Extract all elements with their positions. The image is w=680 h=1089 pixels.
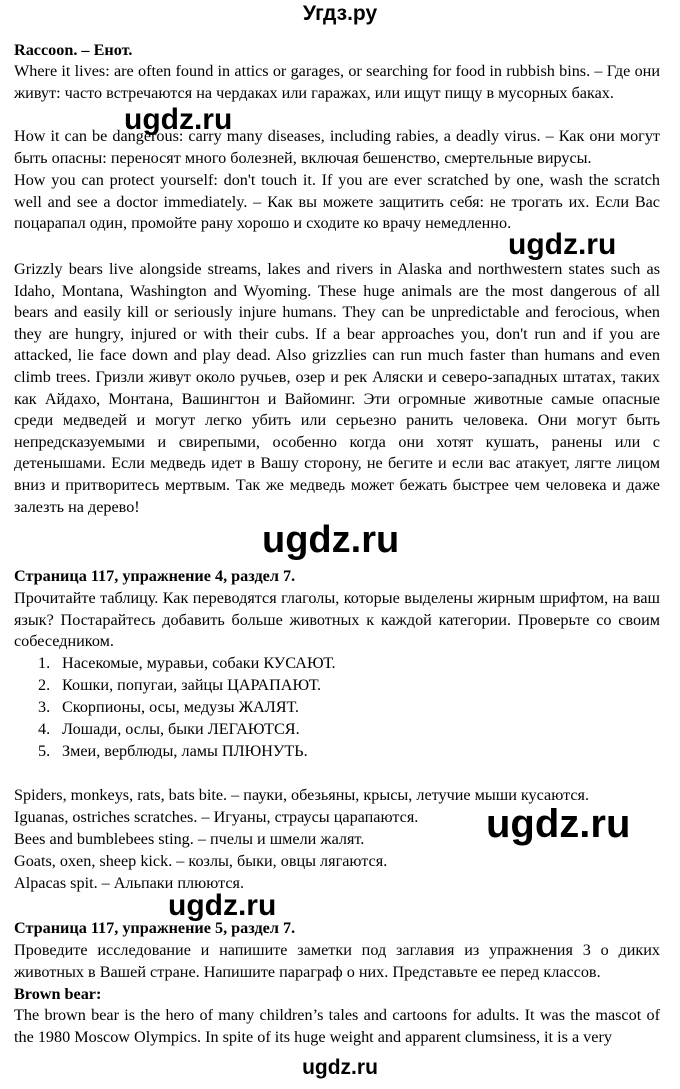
ex4-title: Страница 117, упражнение 4, раздел 7. xyxy=(14,567,296,585)
ex5-subtitle: Brown bear: xyxy=(14,985,102,1003)
ex5-intro: Проведите исследование и напишите заметки под заглавия из упражнения 3 о диких животных в Вашей стране. Напишите параграф о них. Представьте ее перед классов. xyxy=(14,941,660,981)
list-item: 3. Скорпионы, осы, медузы ЖАЛЯТ. xyxy=(38,698,299,716)
translation-line: Spiders, monkeys, rats, bats bite. – пауки, обезьяны, крысы, летучие мыши кусаются. xyxy=(14,786,590,804)
watermark: ugdz.ru xyxy=(508,228,617,261)
list-item: 4. Лошади, ослы, быки ЛЕГАЮТСЯ. xyxy=(38,720,300,738)
list-item: 2. Кошки, попугаи, зайцы ЦАРАПАЮТ. xyxy=(38,676,322,694)
site-header: Угдз.ру xyxy=(302,2,378,25)
ex5-title: Страница 117, упражнение 5, раздел 7. xyxy=(14,919,296,937)
translation-line: Alpacas spit. – Альпаки плюются. xyxy=(14,874,245,892)
watermark: ugdz.ru xyxy=(124,103,233,136)
site-footer: ugdz.ru xyxy=(302,1056,378,1079)
translation-line: Goats, oxen, sheep kick. – козлы, быки, овцы лягаются. xyxy=(14,852,388,870)
watermark: ugdz.ru xyxy=(168,889,277,922)
list-item: 5. Змеи, верблюды, ламы ПЛЮНУТЬ. xyxy=(38,742,308,760)
grizzly-paragraph: Grizzly bears live alongside streams, lakes and rivers in Alaska and northwestern states such as Idaho, Montana, Washington and Wyoming. These huge animals are the most dangerous of all bears and easily kill or seriously injure humans. They can be unpredictable and ferocious, when they are hungry, injured or with their cubs. If a bear approaches you, don't run and if you are attacked, lie face down and play dead. Also grizzlies can run much faster than humans and even climb trees. Гризли живут около ручьев, озер и рек Аляски и северо-западных штатах, таких как Айдахо, Монтана, Вашингтон и Вайоминг. Эти огромные животные самые опасные среди медведей и могут легко убить или серьезно ранить человека. Они могут быть непредсказуемыми и свирепыми, особенно когда они хотят кушать, ранены или с детенышами. Если медведь идет в Вашу сторону, не бегите и если вас атакует, лягте лицом вниз и притворитесь мертвым. Так же медведь может бежать быстрее чем человека и даже залезть на дерево! xyxy=(14,260,660,516)
watermark: ugdz.ru xyxy=(262,519,400,561)
raccoon-title: Raccoon. – Енот. xyxy=(14,41,133,59)
raccoon-danger: How it can be dangerous: carry many diseases, including rabies, a deadly virus. – Как они могут быть опасны: переносят много болезней, включая бешенство, смертельные вирусы. xyxy=(14,127,660,167)
list-item: 1. Насекомые, муравьи, собаки КУСАЮТ. xyxy=(38,654,336,672)
ex4-intro: Прочитайте таблицу. Как переводятся глаголы, которые выделены жирным шрифтом, на ваш язык? Постарайтесь добавить больше животных к каждой категории. Проверьте со своим собеседником. xyxy=(14,589,660,651)
watermark: ugdz.ru xyxy=(486,802,631,846)
translation-line: Bees and bumblebees sting. – пчелы и шмели жалят. xyxy=(14,830,365,848)
raccoon-protect: How you can protect yourself: don't touch it. If you are ever scratched by one, wash the scratch well and see a doctor immediately. – Как вы можете защитить себя: не трогать их. Если Вас поцарапал один, промойте рану хорошо и сходите ко врачу немедленно. xyxy=(14,171,660,233)
translation-line: Iguanas, ostriches scratches. – Игуаны, страусы царапаются. xyxy=(14,808,419,826)
raccoon-where: Where it lives: are often found in attics or garages, or searching for food in rubbish bins. – Где они живут: часто встречаются на чердаках или гаражах, или ищут пищу в мусорных баках. xyxy=(14,62,660,102)
ex5-text: The brown bear is the hero of many children’s tales and cartoons for adults. It was the mascot of the 1980 Moscow Olympics. In spite of its huge weight and apparent clumsiness, it is a very xyxy=(14,1006,660,1046)
